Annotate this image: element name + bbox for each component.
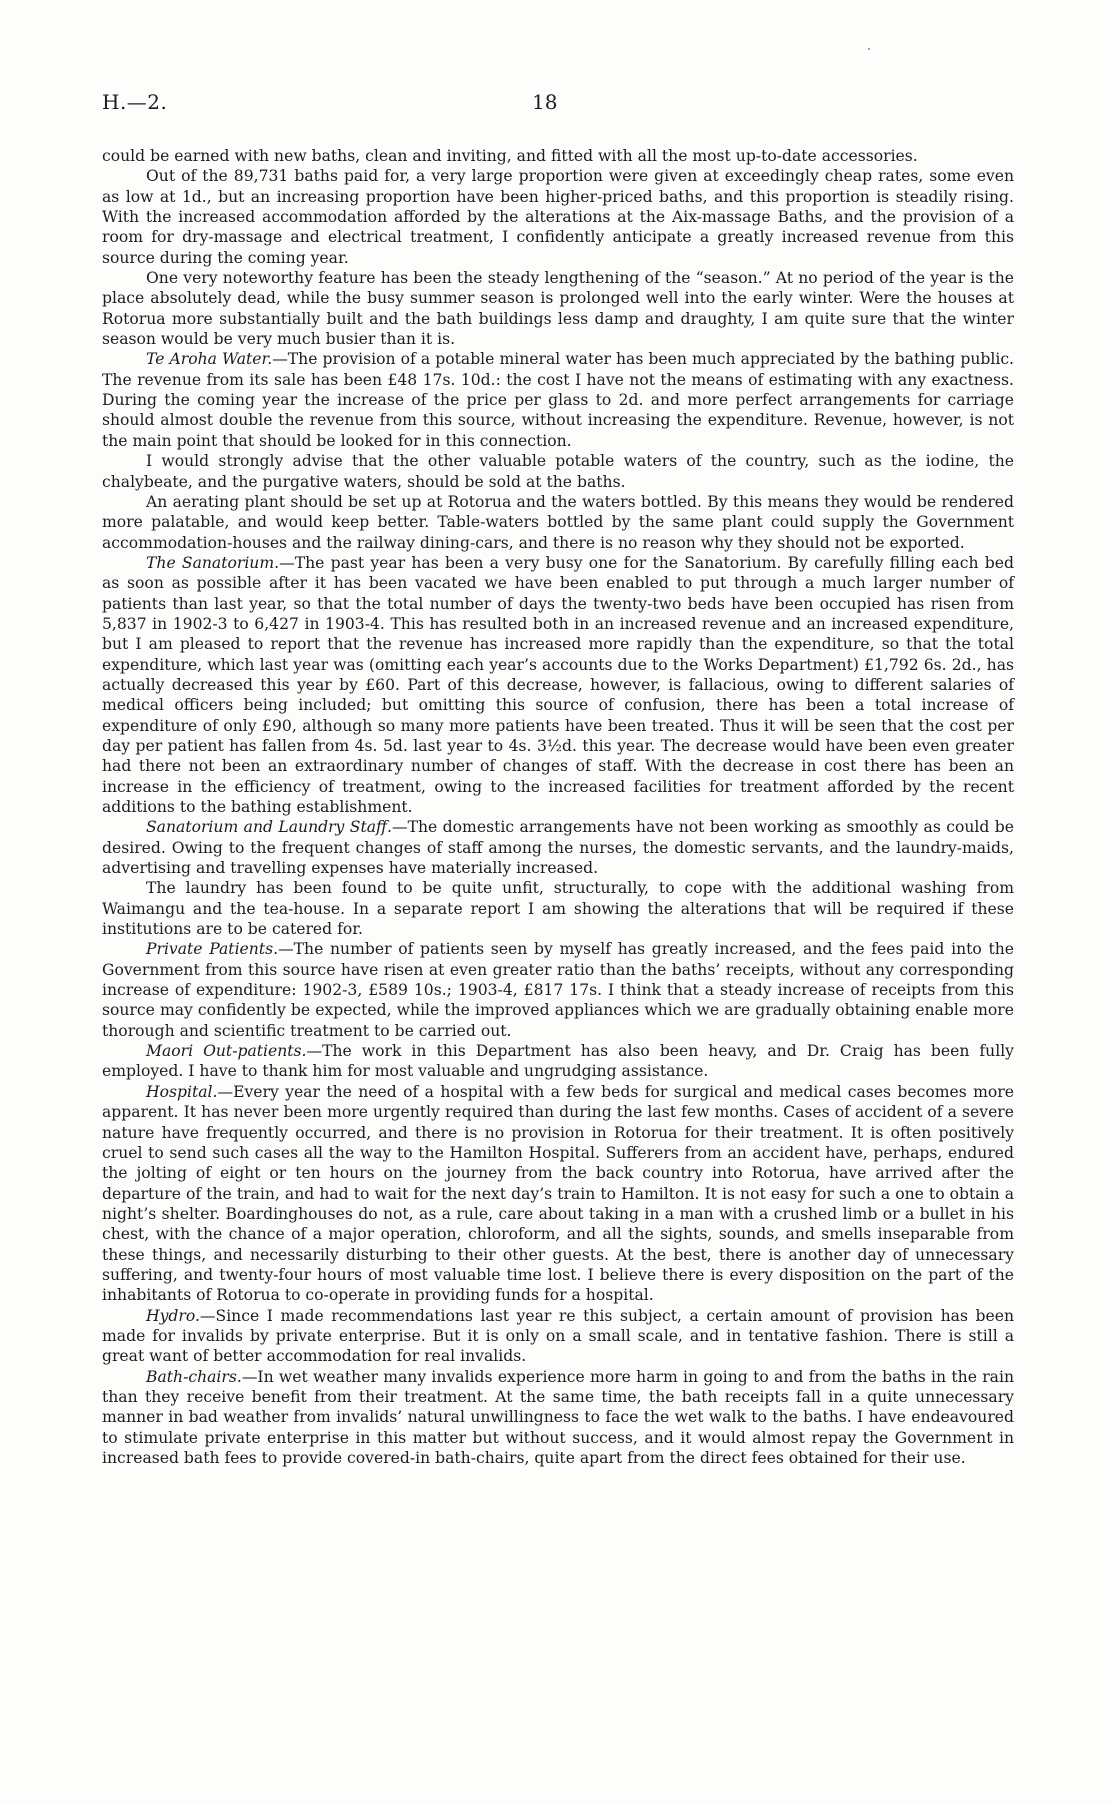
paragraph <box>102 817 1014 878</box>
paragraph <box>102 1367 1014 1469</box>
paragraph <box>102 878 1014 939</box>
paragraph-text: —The number of patients seen by myself has greatly increased, and the fees paid into the Government from this source have risen at even greater ratio than the baths’ receipts, without any corresponding increase of expenditure: 1902-3, £589 10s.; 1903-4, £817 17s. I think that a steady increase of receipts from this source may confidently be expected, while the improved appliances which we are gradually obtaining enable more thorough and scientific treatment to be carried out. <box>102 940 1014 1040</box>
paragraph-text: —The past year has been a very busy one for the Sanatorium. By carefully filling each bed as soon as possible after it has been vacated we have been enabled to put through a much larger number of patients than last year, so that the total number of days the twenty-two beds have been occupied has risen from 5,837 in 1902-3 to 6,427 in 1903-4. This has resulted both in an increased revenue and an increased expenditure, but I am pleased to report that the revenue has increased more rapidly than the expenditure, so that the total expenditure, which last year was (omitting each year’s accounts due to the Works Department) £1,792 6s. 2d., has actually decreased this year by £60. Part of this decrease, however, is fallacious, owing to different salaries of medical officers being included; but omitting this source of confusion, there has been a total increase of expenditure of only £90, although so many more patients have been treated. Thus it will be seen that the cost per day per patient has fallen from 4s. 5d. last year to 4s. 3½d. this year. The decrease would have been even greater had there not been an extraordinary number of changes of staff. With the decrease in cost there has been an increase in the efficiency of treatment, owing to the increased facilities for treatment afforded by the recent additions to the bathing establishment. <box>102 553 1014 816</box>
paragraph-heading: Te Aroha Water. <box>146 350 273 369</box>
paragraph <box>102 492 1014 553</box>
paragraph <box>102 939 1014 1041</box>
paragraph <box>102 166 1014 268</box>
paragraph-heading: Bath-chairs. <box>146 1367 242 1386</box>
paragraph <box>102 146 1014 166</box>
paragraph-text: One very noteworthy feature has been the steady lengthening of the “season.” At no period of the year is the place absolutely dead, while the busy summer season is prolonged well into the early winter. Were the houses at Rotorua more substantially built and the bath buildings less damp and draughty, I am quite sure that the winter season would be very much busier than it is. <box>102 269 1014 349</box>
paragraph-heading: Hydro. <box>146 1306 200 1325</box>
body-text <box>102 146 1014 1468</box>
document-reference: H.—2. <box>102 90 168 114</box>
paragraph-text: An aerating plant should be set up at Rotorua and the waters bottled. By this means they would be rendered more palatable, and would keep better. Table-waters bottled by the same plant could supply the Government accommodation-houses and the railway dining-cars, and there is no reason why they should not be exported. <box>102 492 1014 552</box>
page-speck <box>868 48 870 50</box>
paragraph <box>102 451 1014 492</box>
paragraph-text: could be earned with new baths, clean and inviting, and fitted with all the most up-to-date accessories. <box>102 147 918 165</box>
paragraph-heading: Maori Out-patients. <box>146 1042 307 1061</box>
paragraph-text: —Every year the need of a hospital with a few beds for surgical and medical cases becomes more apparent. It has never been more urgently required than during the last few months. Cases of accident of a severe nature have frequently occurred, and there is no provision in Rotorua for their treatment. It is often positively cruel to send such cases all the way to the Hamilton Hospital. Sufferers from an accident have, perhaps, endured the jolting of eight or ten hours on the journey from the back country into Rotorua, have arrived after the departure of the train, and had to wait for the next day’s train to Hamilton. It is not easy for such a one to obtain a night’s shelter. Boardinghouses do not, as a rule, care about taking in a man with a crushed limb or a bullet in his chest, with the chance of a major operation, chloroform, and all the sights, sounds, and smells inseparable from these things, and necessarily disturbing to their other guests. At the best, there is another day of unnecessary suffering, and twenty-four hours of most valuable time lost. I believe there is every disposition on the part of the inhabitants of Rotorua to co-operate in providing funds for a hospital. <box>102 1082 1014 1305</box>
paragraph-heading: Sanatorium and Laundry Staff. <box>146 818 393 837</box>
paragraph <box>102 349 1014 451</box>
paragraph-text: —In wet weather many invalids experience more harm in going to and from the baths in the rain than they receive benefit from their treatment. At the same time, the bath receipts fall in a quite unnecessary manner in bad weather from invalids’ natural unwillingness to face the wet walk to the baths. I have endeavoured to stimulate private enterprise in this matter but without success, and it would almost repay the Government in increased bath fees to provide covered-in bath-chairs, quite apart from the direct fees obtained for their use. <box>102 1367 1014 1467</box>
paragraph-text: —Since I made recommendations last year re this subject, a certain amount of provision has been made for invalids by private enterprise. But it is only on a small scale, and in tentative fashion. There is still a great want of better accommodation for real invalids. <box>102 1306 1014 1366</box>
paragraph-text: —The work in this Department has also been heavy, and Dr. Craig has been fully employed. I have to thank him for most valuable and ungrudging assistance. <box>102 1042 1014 1081</box>
paragraph-text: I would strongly advise that the other valuable potable waters of the country, such as the iodine, the chalybeate, and the purgative waters, should be sold at the baths. <box>102 452 1014 491</box>
paragraph-text: —The provision of a potable mineral water has been much appreciated by the bathing public. The revenue from its sale has been £48 17s. 10d.: the cost I have not the means of estimating with any exactness. During the coming year the increase of the price per glass to 2d. and more perfect arrangements for carriage should almost double the revenue from this source, without increasing the expenditure. Revenue, however, is not the main point that should be looked for in this connection. <box>102 350 1015 450</box>
paragraph <box>102 1306 1014 1367</box>
paragraph-text: Out of the 89,731 baths paid for, a very large proportion were given at exceedingly cheap rates, some even as low at 1d., but an increasing proportion have been higher-priced baths, and this proportion is steadily rising. With the increased accommodation afforded by the alterations at the Aix-massage Baths, and the provision of a room for dry-massage and electrical treatment, I confidently anticipate a greatly increased revenue from this source during the coming year. <box>102 167 1014 267</box>
paragraph-heading: Private Patients. <box>146 940 279 959</box>
paragraph-text: —The domestic arrangements have not been working as smoothly as could be desired. Owing to the frequent changes of staff among the nurses, the domestic servants, and the laundry-maids, advertising and travelling expenses have materially increased. <box>102 818 1014 878</box>
paragraph <box>102 268 1014 349</box>
paragraph-heading: Hospital. <box>146 1082 218 1101</box>
page-number: 18 <box>532 90 558 114</box>
paragraph <box>102 553 1014 817</box>
paragraph-text: The laundry has been found to be quite unfit, structurally, to cope with the additional washing from Waimangu and the tea-house. In a separate report I am showing the alterations that will be required if these institutions are to be catered for. <box>102 879 1014 939</box>
paragraph <box>102 1082 1014 1306</box>
paragraph-heading: The Sanatorium. <box>146 553 280 572</box>
paragraph <box>102 1041 1014 1082</box>
